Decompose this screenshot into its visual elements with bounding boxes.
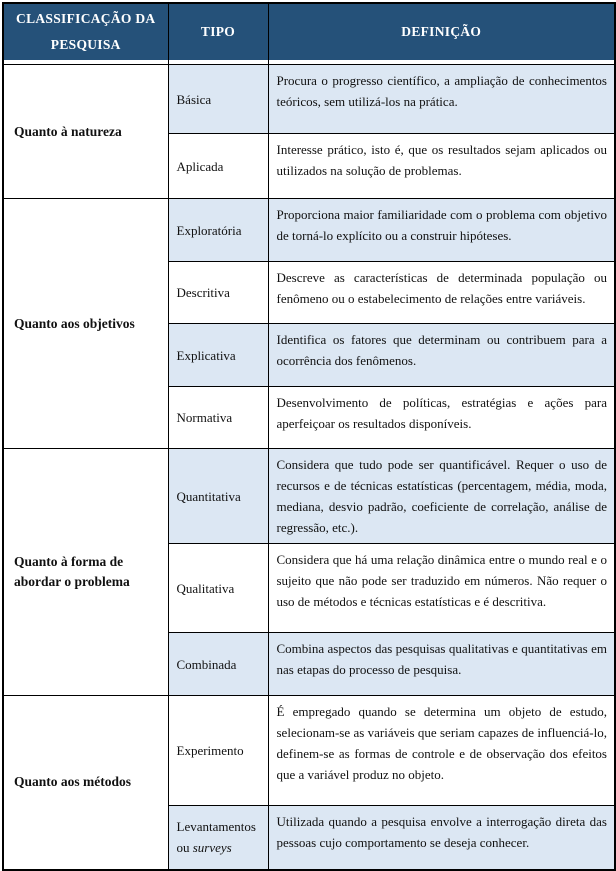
- research-classification-table: [2, 2, 616, 871]
- tipo-cell: Qualitativa: [168, 544, 268, 633]
- column-header-classificacao: CLASSIFICAÇÃO DA PESQUISA: [3, 3, 168, 65]
- definition-cell: Considera que há uma relação dinâmica entre o mundo real e o sujeito que não pode ser traduzido em números. Não requer o uso de métodos e técnicas estatísticas e é descritiva.: [268, 544, 615, 633]
- definition-cell: Considera que tudo pode ser quantificável. Requer o uso de recursos e de técnicas estatísticas (percentagem, média, moda, mediana, desvio padrão, coeficiente de correlação, análise de regressão, etc.).: [268, 449, 615, 544]
- definition-cell: Interesse prático, isto é, que os resultados sejam aplicados ou utilizados na solução de problemas.: [268, 134, 615, 199]
- column-header-definicao: DEFINIÇÃO: [268, 3, 615, 65]
- table-row: [3, 449, 615, 544]
- definition-cell: Desenvolvimento de políticas, estratégias e ações para aperfeiçoar os resultados disponíveis.: [268, 387, 615, 449]
- definition-cell: Procura o progresso científico, a ampliação de conhecimentos teóricos, sem utilizá-los na prática.: [268, 65, 615, 134]
- tipo-cell: Descritiva: [168, 262, 268, 324]
- table-row: [3, 65, 615, 134]
- tipo-label-italic: surveys: [192, 840, 232, 856]
- category-cell-objetivos: Quanto aos objetivos: [3, 199, 168, 449]
- definition-cell: Combina aspectos das pesquisas qualitativas e quantitativas em nas etapas do processo de pesquisa.: [268, 633, 615, 696]
- tipo-cell: Quantitativa: [168, 449, 268, 544]
- table-row: [3, 199, 615, 262]
- table-row: [3, 696, 615, 806]
- tipo-cell: Exploratória: [168, 199, 268, 262]
- column-header-tipo: TIPO: [168, 3, 268, 65]
- tipo-cell: Explicativa: [168, 324, 268, 387]
- category-cell-metodos: Quanto aos métodos: [3, 696, 168, 870]
- tipo-cell: Experimento: [168, 696, 268, 806]
- definition-cell: Descreve as características de determinada população ou fenômeno ou o estabelecimento de relações entre variáveis.: [268, 262, 615, 324]
- definition-cell: Utilizada quando a pesquisa envolve a interrogação direta das pessoas cujo comportamento se deseja conhecer.: [268, 806, 615, 870]
- tipo-cell: Normativa: [168, 387, 268, 449]
- category-cell-forma: Quanto à forma de abordar o problema: [3, 449, 168, 696]
- header-row: [3, 3, 615, 65]
- definition-cell: Identifica os fatores que determinam ou contribuem para a ocorrência dos fenômenos.: [268, 324, 615, 387]
- tipo-label: Levantamentos ou: [176, 819, 256, 856]
- definition-cell: Proporciona maior familiaridade com o problema com objetivo de torná-lo explícito ou a construir hipóteses.: [268, 199, 615, 262]
- tipo-cell: Básica: [168, 65, 268, 134]
- tipo-cell: Aplicada: [168, 134, 268, 199]
- tipo-cell: Combinada: [168, 633, 268, 696]
- definition-cell: É empregado quando se determina um objeto de estudo, selecionam-se as variáveis que seriam capazes de influenciá-lo, definem-se as formas de controle e de observação dos efeitos que a variável produz no objeto.: [268, 696, 615, 806]
- tipo-cell: [168, 806, 268, 870]
- category-cell-natureza: Quanto à natureza: [3, 65, 168, 199]
